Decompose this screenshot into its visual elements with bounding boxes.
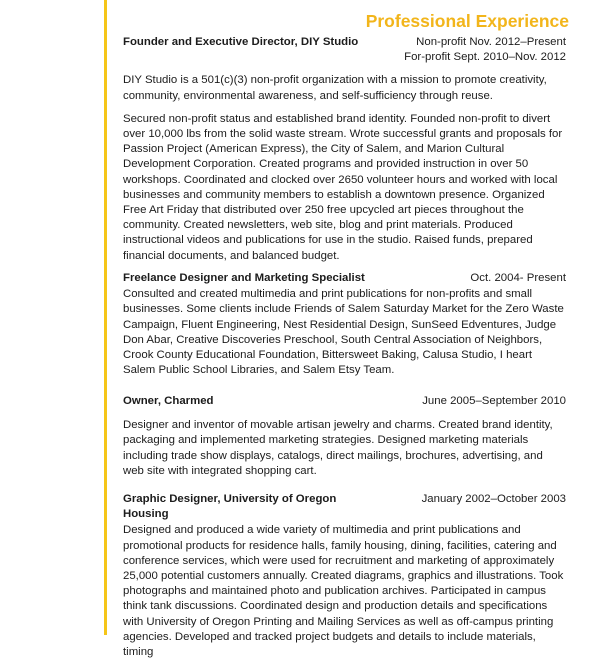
section-title: Professional Experience (365, 11, 569, 31)
job-dates (404, 35, 566, 65)
job-description: Consulted and created multimedia and print publications for non-profits and small businesses. Some clients include Friends of Salem Saturday Market for the Zero Waste Campaign, Fluent Engineering, Nest Residential Design, SunSeed Edventures, Judge Don Abar, Creative Discoveries Preschool, South Central Association of Neighbors, Crook County Educational Foundation, Bittersweet Baking, Calusa Studio, I heart Salem Public School Libraries, and Salem Etsy Team. (123, 288, 564, 377)
job-title: Owner, Charmed (123, 395, 214, 407)
job-date-line: Oct. 2004- Present (470, 272, 566, 284)
job-entry-freelance (123, 271, 566, 378)
job-description: Secured non-profit status and established brand identity. Founded non-profit to divert over 10,000 lbs from the solid waste stream. Wrote successful grants and proposals for Passion Project (American Express), the City of Salem, and Marion Cultural Development Corporation. Created programs and provided instruction in over 50 workshops. Coordinated and clocked over 2650 volunteer hours and worked with local businesses and community members to establish a downtown presence. Organized Free Art Friday that distributed over 250 free upcycled art pieces throughout the community. Created newsletters, web site, blog and print materials. Produced instructional videos and publications for use in the studio. Raised funds, prepared financial documents, and balanced budget. (123, 112, 563, 262)
job-title: Graphic Designer, University of Oregon Housing (123, 493, 337, 521)
job-date-line: January 2002–October 2003 (421, 493, 566, 505)
job-date-line: June 2005–September 2010 (422, 395, 566, 407)
job-entry-diy-studio (123, 35, 566, 264)
job-date-line: Non-profit Nov. 2012–Present (416, 36, 566, 48)
job-title: Founder and Executive Director, DIY Studio (123, 36, 359, 48)
job-description: Designed and produced a wide variety of multimedia and print publications and promotional products for residence halls, family housing, dining, facilities, catering and conference services, which were used for recruitment and marketing of approximately 25,000 potential customers annually. Created diagrams, graphics and illustrations. Took photographs and maintained photo and publication archives. Participated in campus think tank discussions. Coordinated design and production details and specifications with University of Oregon Printing and Mailing Services as well as off-campus printing agencies. Developed and tracked project budgets and details to include materials, timing (123, 524, 564, 659)
job-description: Designer and inventor of movable artisan jewelry and charms. Created brand identity, packaging and implemented marketing strategies. Designed marketing materials including trade show displays, catalogs, direct mailings, brochures, advertising, and web site with integrated shopping cart. (123, 419, 553, 477)
job-date-line: For-profit Sept. 2010–Nov. 2012 (404, 51, 566, 64)
clipped-heading-fragment (122, 0, 182, 1)
accent-rule (104, 0, 107, 635)
job-description: DIY Studio is a 501(c)(3) non-profit organization with a mission to promote creativity, community, environmental awareness, and self-sufficiency through reuse. (123, 74, 547, 102)
job-entry-charmed (123, 394, 566, 479)
job-title: Freelance Designer and Marketing Specialist (123, 272, 365, 284)
